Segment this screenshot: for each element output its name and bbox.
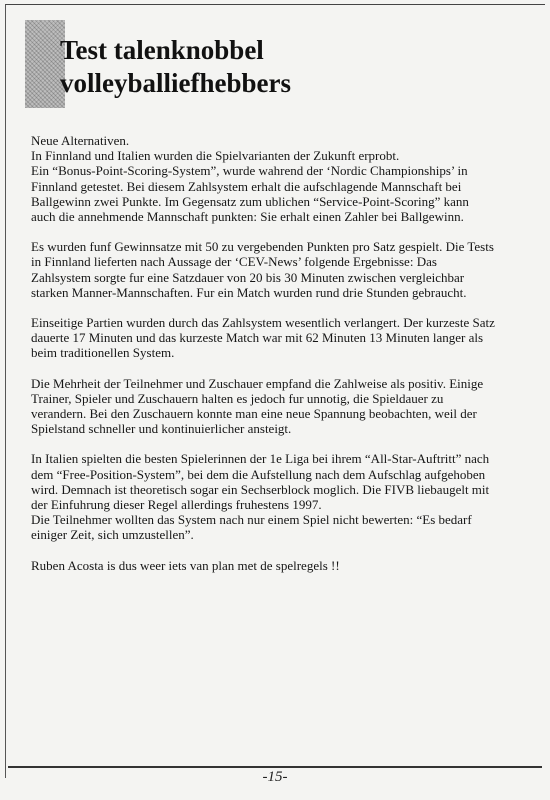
article-body xyxy=(31,133,531,588)
text-line: starken Manner-Mannschaften. Fur ein Match wurden rund drie Stunden gebraucht. xyxy=(31,284,467,300)
text-line: Neue Alternativen. xyxy=(31,133,130,148)
page-number: -15- xyxy=(262,769,288,785)
text-line: der Einfuhrung dieser Regel allerdings fruhestens 1997. xyxy=(31,497,322,513)
footer-rule xyxy=(8,766,542,768)
paragraph xyxy=(31,133,531,224)
text-line: dem “Free-Position-System”, bei dem die Aufstellung nach dem Aufschlag aufgehoben xyxy=(31,466,486,482)
text-line: auch die annehmende Mannschaft punkten: Sie erhalt einen Zahler bei Ballgewinn. xyxy=(31,209,464,225)
paragraph xyxy=(31,558,531,573)
text-line: Die Mehrheit der Teilnehmer und Zuschauer empfand die Zahlweise als positiv. Einige xyxy=(31,375,484,391)
title-line: volleyballiefhebbers xyxy=(60,68,291,98)
text-line: Einseitige Partien wurden durch das Zahlsystem wesentlich verlangert. Der kurzeste Satz xyxy=(31,315,495,331)
text-line: Ballgewinn zwei Punkte. Im Gegensatz zum ublichen “Service-Point-Scoring” kann xyxy=(31,193,469,209)
paragraph xyxy=(31,376,531,437)
title-shade-block xyxy=(25,20,65,108)
text-line: Ruben Acosta is dus weer iets van plan met de spelregels !! xyxy=(31,557,340,573)
text-line: dauerte 17 Minuten und das kurzeste Match war mit 62 Minuten 13 Minuten langer als xyxy=(31,330,484,346)
paragraph xyxy=(31,239,531,300)
text-line: Die Teilnehmer wollten das System nach nur einem Spiel nicht bewerten: “Es bedarf xyxy=(31,512,472,528)
text-line: Trainer, Spieler und Zuschauern halten es jedoch fur unnotig, die Spieldauer zu xyxy=(31,390,444,406)
text-line: einiger Zeit, sich umzustellen”. xyxy=(31,527,194,543)
text-line: Ein “Bonus-Point-Scoring-System”, wurde wahrend der ‘Nordic Championships’ in xyxy=(31,163,468,179)
article-title xyxy=(60,34,530,100)
text-line: verandern. Bei den Zuschauern konnte man eine neue Spannung beobachten, weil der xyxy=(31,406,477,422)
text-line: Spielstand schneller und kontinuierlicher ansteigt. xyxy=(31,421,292,437)
text-line: Zahlsystem sorgte fur eine Satzdauer von 20 bis 30 Minuten zwischen vergleichbar xyxy=(31,269,465,285)
text-line: In Finnland und Italien wurden die Spielvarianten der Zukunft erprobt. xyxy=(31,148,400,164)
text-line: beim traditionellen System. xyxy=(31,345,175,361)
text-line: In Italien spielten die besten Spielerinnen der 1e Liga bei ihrem “All-Star-Auftritt” nach xyxy=(31,451,490,467)
paragraph xyxy=(31,315,531,361)
title-line: Test talenknobbel xyxy=(60,35,264,65)
text-line: in Finnland lieferten nach Aussage der ‘CEV-News’ folgende Ergebnisse: Das xyxy=(31,254,437,270)
text-line: Finnland getestet. Bei diesem Zahlsystem erhalt die aufschlagende Mannschaft bei xyxy=(31,178,462,194)
text-line: wird. Demnach ist theoretisch sogar ein Sechserblock moglich. Die FIVB liebaugelt mit xyxy=(31,481,490,497)
paragraph xyxy=(31,451,531,542)
text-line: Es wurden funf Gewinnsatze mit 50 zu vergebenden Punkten pro Satz gespielt. Die Tests xyxy=(31,239,494,255)
